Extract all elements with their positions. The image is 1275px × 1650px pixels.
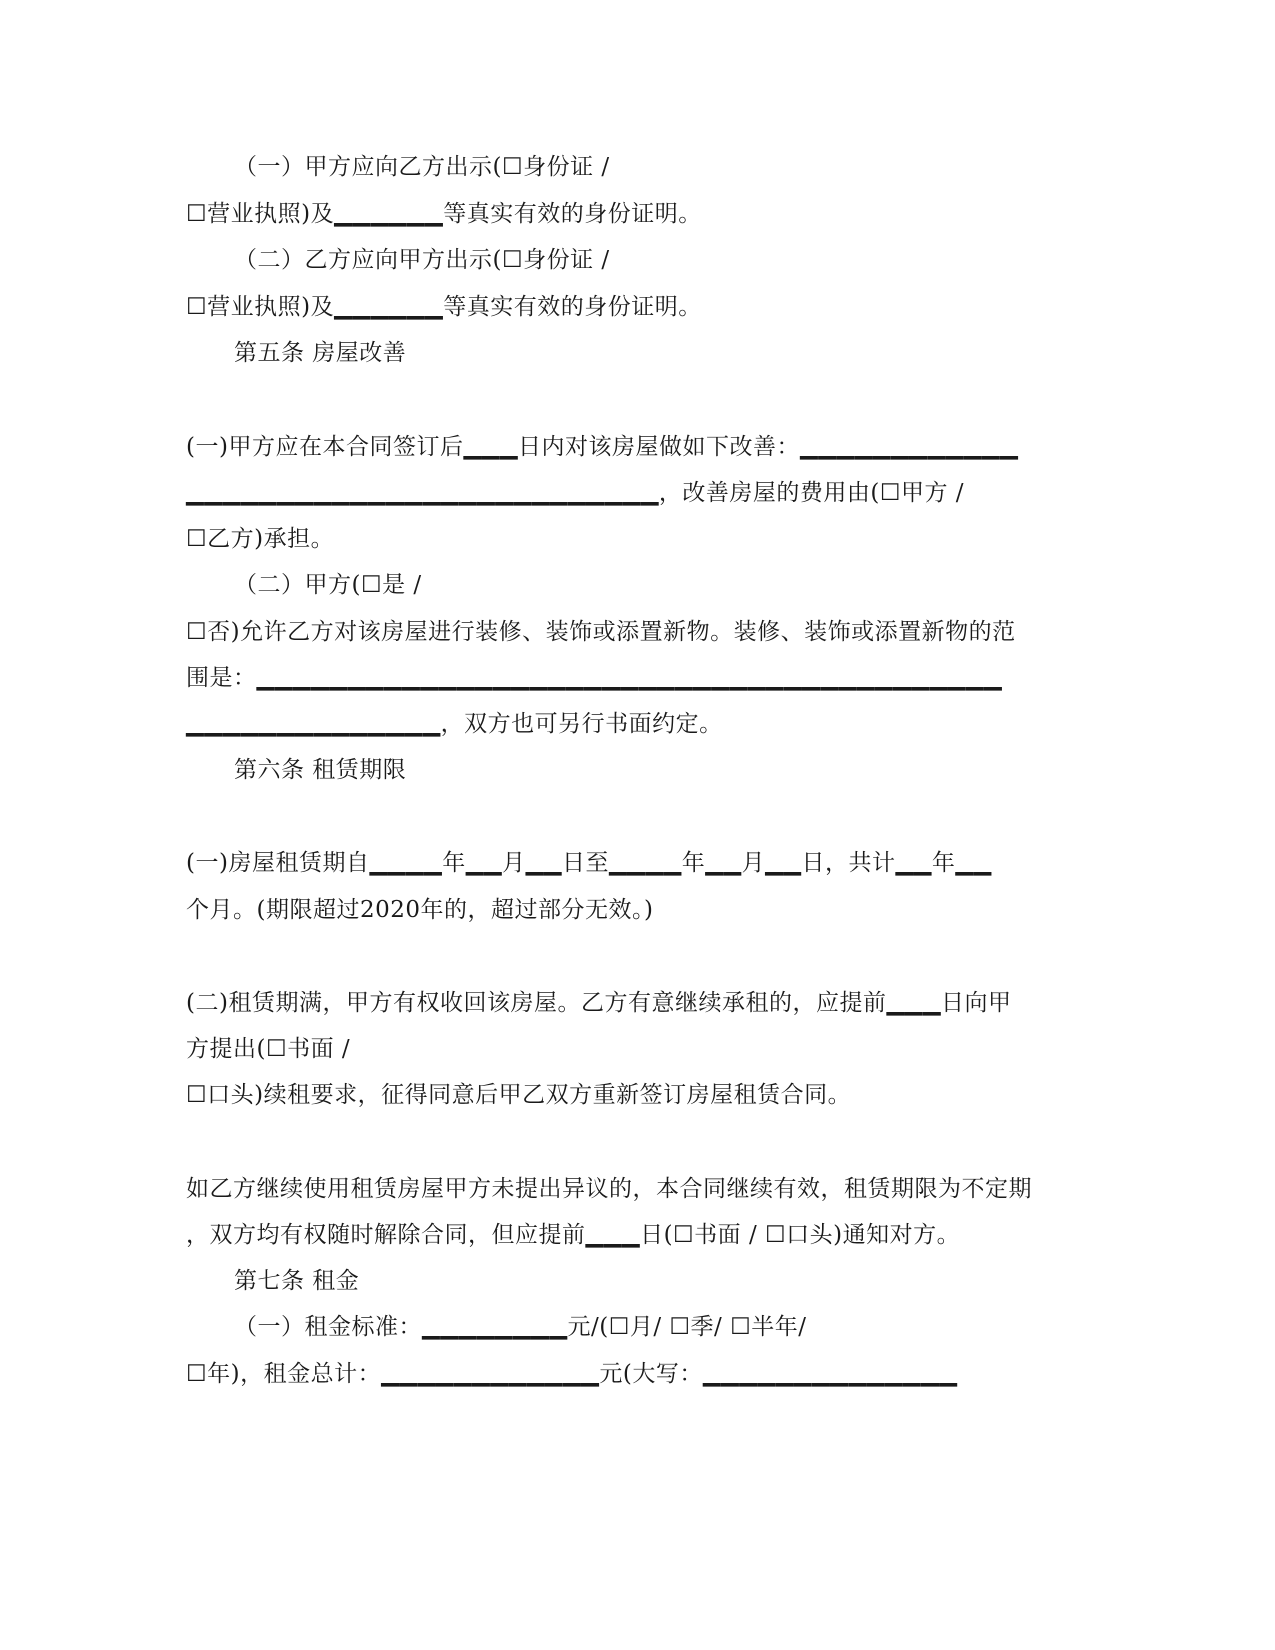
clause-6-1-line-1: (一)房屋租赁期自▁▁▁▁年▁▁月▁▁日至▁▁▁▁年▁▁月▁▁日，共计▁▁年▁▁ [186, 850, 992, 876]
clause-4-2-line-1: （二）乙方应向甲方出示(☐身份证 / [234, 247, 610, 273]
clause-5-2-line-3: 围是：▁▁▁▁▁▁▁▁▁▁▁▁▁▁▁▁▁▁▁▁▁▁▁▁▁▁▁▁▁▁▁▁▁▁▁▁▁▁▁▁▁ [186, 665, 1003, 691]
article-7-heading: 第七条 租金 [234, 1268, 360, 1294]
clause-5-2-line-2: ☐否)允许乙方对该房屋进行装修、装饰或添置新物。装修、装饰或添置新物的范 [186, 619, 1016, 645]
clause-5-2-line-4: ▁▁▁▁▁▁▁▁▁▁▁▁▁▁，双方也可另行书面约定。 [186, 711, 723, 737]
clause-6-3-line-2: ，双方均有权随时解除合同，但应提前▁▁▁日(☐书面 / ☐口头)通知对方。 [186, 1222, 961, 1248]
clause-4-1-line-1: （一）甲方应向乙方出示(☐身份证 / [234, 154, 610, 180]
clause-5-2-line-1: （二）甲方(☐是 / [234, 572, 422, 598]
clause-6-2-line-3: ☐口头)续租要求，征得同意后甲乙双方重新签订房屋租赁合同。 [186, 1082, 852, 1108]
clause-7-1-line-2: ☐年)，租金总计：▁▁▁▁▁▁▁▁▁▁▁▁元(大写：▁▁▁▁▁▁▁▁▁▁▁▁▁▁ [186, 1361, 958, 1387]
article-6-heading: 第六条 租赁期限 [234, 757, 407, 783]
clause-6-1-line-2: 个月。(期限超过2020年的，超过部分无效。) [186, 897, 654, 923]
clause-5-1-line-1: (一)甲方应在本合同签订后▁▁▁日内对该房屋做如下改善：▁▁▁▁▁▁▁▁▁▁▁▁ [186, 434, 1019, 460]
clause-4-1-line-2: ☐营业执照)及▁▁▁▁▁▁等真实有效的身份证明。 [186, 201, 702, 227]
clause-6-2-line-2: 方提出(☐书面 / [186, 1036, 351, 1062]
clause-5-1-line-3: ☐乙方)承担。 [186, 526, 335, 552]
clause-6-3-line-1: 如乙方继续使用租赁房屋甲方未提出异议的，本合同继续有效，租赁期限为不定期 [186, 1176, 1032, 1202]
clause-5-1-line-2: ▁▁▁▁▁▁▁▁▁▁▁▁▁▁▁▁▁▁▁▁▁▁▁▁▁▁，改善房屋的费用由(☐甲方 / [186, 480, 965, 506]
clause-7-1-line-1: （一）租金标准：▁▁▁▁▁▁▁▁元/(☐月/ ☐季/ ☐半年/ [234, 1314, 807, 1340]
clause-6-2-line-1: (二)租赁期满，甲方有权收回该房屋。乙方有意继续承租的，应提前▁▁▁日向甲 [186, 990, 1012, 1016]
clause-4-2-line-2: ☐营业执照)及▁▁▁▁▁▁等真实有效的身份证明。 [186, 294, 702, 320]
article-5-heading: 第五条 房屋改善 [234, 340, 407, 366]
